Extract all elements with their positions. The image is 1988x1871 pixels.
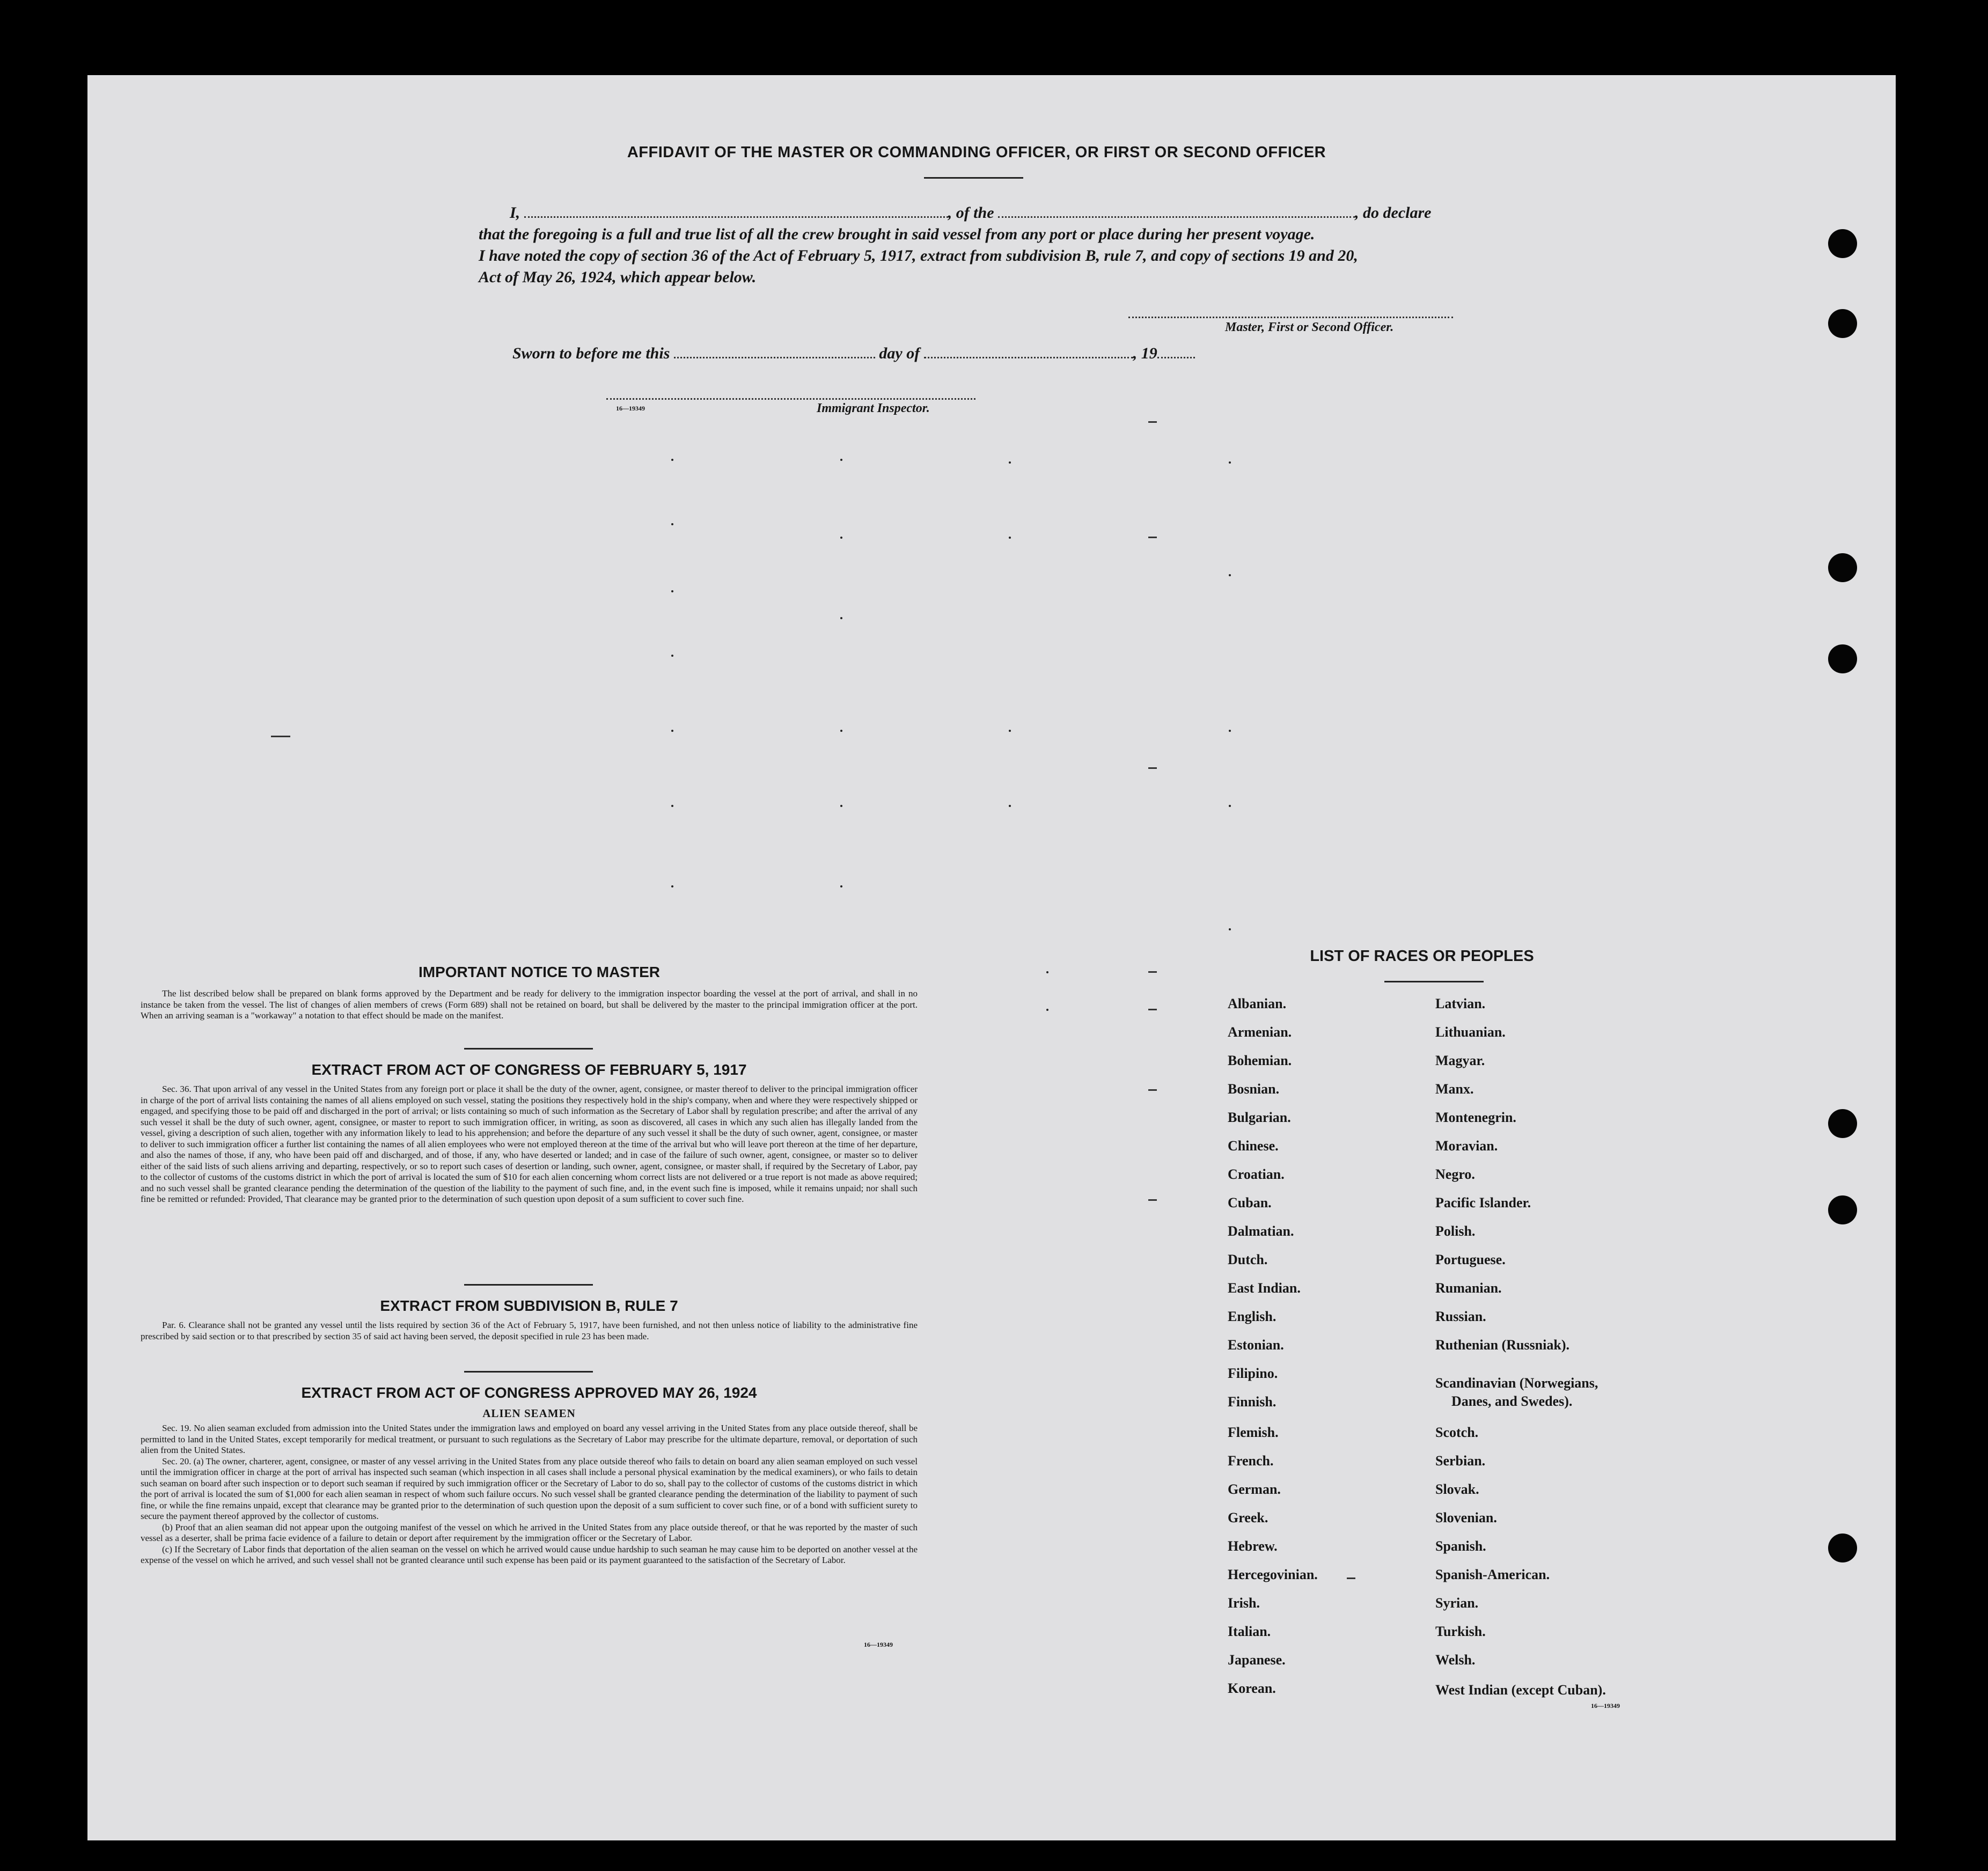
race-item: Rumanian. (1435, 1280, 1502, 1296)
bleed-through-mark (1046, 971, 1048, 973)
punch-hole (1828, 229, 1857, 258)
bleed-through-mark (671, 885, 673, 887)
sworn-year-field[interactable] (1157, 357, 1195, 358)
race-item: Slovenian. (1435, 1510, 1497, 1525)
section-divider (464, 1371, 593, 1373)
affidavit-form-number: 16—19349 (616, 405, 645, 412)
race-item: Spanish-American. (1435, 1567, 1550, 1582)
race-item: German. (1228, 1481, 1281, 1497)
race-item: Turkish. (1435, 1624, 1486, 1639)
day-of-label: day of (879, 344, 920, 362)
rule7-text: Par. 6. Clearance shall not be granted any vessel until the lists required by section 36 of the Act of February 5, 1917, have been furnished, and not then unless notice of liability to the administrative fine prescribed by said section or to that prescribed by section 35 of said act having been served, the deposit specified in rule 23 has been made. (141, 1320, 918, 1341)
notice-title: IMPORTANT NOTICE TO MASTER (418, 964, 661, 980)
bleed-through-mark (1148, 537, 1157, 538)
bleed-through-mark (671, 523, 673, 525)
affidavit-title: AFFIDAVIT OF THE MASTER OR COMMANDING OFFICER, OR FIRST OR SECOND OFFICER (627, 144, 1326, 161)
bleed-through-mark (840, 459, 842, 461)
race-item: French. (1228, 1453, 1274, 1469)
races-form-number: 16—19349 (1591, 1702, 1620, 1709)
bleed-through-mark (271, 736, 290, 737)
extract-1917-title: EXTRACT FROM ACT OF CONGRESS OF FEBRUARY 5, 1917 (311, 1061, 747, 1078)
bleed-through-mark (671, 805, 673, 807)
inspector-signature-line[interactable] (606, 398, 975, 400)
race-item: Slovak. (1435, 1481, 1479, 1497)
sworn-line (512, 344, 1195, 363)
race-item: Portuguese. (1435, 1252, 1506, 1267)
alien-seamen-subtitle: ALIEN SEAMEN (482, 1407, 576, 1420)
races-divider (1384, 981, 1484, 982)
race-item: Italian. (1228, 1624, 1271, 1639)
vessel-name-field[interactable] (998, 216, 1355, 218)
bleed-through-mark (1148, 1089, 1157, 1091)
master-signature-line[interactable] (1128, 317, 1453, 318)
bleed-through-mark (671, 730, 673, 732)
race-item: Irish. (1228, 1595, 1260, 1611)
race-item: Moravian. (1435, 1138, 1498, 1154)
bleed-through-mark (1009, 537, 1011, 539)
race-item: Estonian. (1228, 1337, 1284, 1353)
master-signature-label: Master, First or Second Officer. (1225, 320, 1394, 334)
bleed-through-mark (1229, 574, 1231, 576)
bleed-through-mark (840, 805, 842, 807)
bleed-through-mark (840, 537, 842, 539)
notice-text: The list described below shall be prepared on blank forms approved by the Department and be ready for delivery to the immigration inspector boarding the vessel at the port of arrival, and shall in no instance be taken from the vessel. The list of changes of alien members of crews (Form 689) shall not be retained on board, but shall be delivered by the master to the principal immigration officer at the port. When an arriving seaman is a "workaway" a notation to that effect should be made on the manifest. (141, 988, 918, 1021)
race-item: Bohemian. (1228, 1053, 1292, 1068)
race-item: Scotch. (1435, 1425, 1479, 1440)
race-item: Danes, and Swedes). (1451, 1393, 1573, 1409)
race-item: Latvian. (1435, 996, 1486, 1011)
race-item: Dutch. (1228, 1252, 1268, 1267)
document-page (87, 75, 1896, 1840)
race-item: East Indian. (1228, 1280, 1301, 1296)
rule7-title: EXTRACT FROM SUBDIVISION B, RULE 7 (380, 1297, 678, 1314)
affidavit-i: I, (510, 204, 520, 222)
race-item: Armenian. (1228, 1024, 1292, 1040)
race-item: English. (1228, 1309, 1277, 1324)
extract-1917-text: Sec. 36. That upon arrival of any vessel in the United States from any foreign port or place it shall be the duty of the owner, agent, consignee, or master thereof to deliver to the principal immigration officer in charge of the port of arrival lists containing the names of all aliens employed on such vessel, stating the positions they respectively hold in the ship's company, when and where they were respectively shipped or engaged, and specifying those to be paid off and discharged in the port of arrival; or lists containing so much of such information as the Secretary of Labor shall by regulation prescribe; and after the arrival of any such vessel it shall be the duty of such owner, agent, consignee, or master to report to such immigration officer, in writing, as soon as discovered, all cases in which any such alien has illegally landed from the vessel, giving a description of such alien, together with any information likely to lead to his apprehension; and before the departure of any such vessel it shall be the duty of such owner, agent, consignee, or master to deliver to such immigration officer a further list containing the names of all alien employees who were not employed thereon at the time of the arrival but who will leave port thereon at the time of her departure, and also the names of those, if any, who have been paid off and discharged, and of those, if any, who have deserted or landed; and in case of the failure of such owner, agent, consignee, or master so to deliver either of the said lists of such aliens arriving and departing, respectively, or so to report such cases of desertion or landing, such owner, agent, consignee, or master shall, if required by the Secretary of Labor, pay to the collector of customs of the customs district in which the port of arrival is located the sum of $10 for each alien concerning whom correct lists are not delivered or a true report is not made as above required; and no such vessel shall be granted clearance pending the determination of the question of the liability to the payment of such fine, and, in the event such fine is imposed, while it remains unpaid; nor shall such fine be remitted or refunded: Provided, That clearance may be granted prior to the determination of such question upon deposit of a sum sufficient to cover such fine. (141, 1084, 918, 1204)
sec-20c-text: (c) If the Secretary of Labor finds that deportation of the alien seaman on the vessel on which he arrived would cause undue hardship to such seaman he may cause him to be deported on another vessel at the expense of the vessel on which he arrived, and such vessel shall not be granted clearance until such expense has been paid or its payment guaranteed to the satisfaction of the Secretary of Labor. (141, 1544, 918, 1565)
race-item: Bulgarian. (1228, 1110, 1291, 1125)
punch-hole (1828, 553, 1857, 582)
affidavit-of-the: , of the (948, 204, 994, 222)
punch-hole (1828, 644, 1857, 673)
sec-19-text: Sec. 19. No alien seaman excluded from admission into the United States under the immigration laws and employed on board any vessel arriving in the United States from any place outside thereof, shall be permitted to land in the United States, except temporarily for medical treatment, or pursuant to such regulations as the Secretary of Labor may prescribe for the ultimate departure, removal, or deportation of such alien from the United States. (141, 1423, 918, 1455)
race-item: Magyar. (1435, 1053, 1485, 1068)
bleed-through-mark (1009, 805, 1011, 807)
races-title: LIST OF RACES OR PEOPLES (1310, 948, 1534, 965)
race-item: Bosnian. (1228, 1081, 1280, 1097)
race-item: Montenegrin. (1435, 1110, 1516, 1125)
bleed-through-mark (671, 590, 673, 592)
bleed-through-mark (1229, 730, 1231, 732)
race-item: Manx. (1435, 1081, 1474, 1097)
sworn-label: Sworn to before me this (512, 344, 670, 362)
bleed-through-mark (1148, 421, 1157, 423)
bleed-through-mark (840, 885, 842, 887)
punch-hole (1828, 1534, 1857, 1562)
race-item: Spanish. (1435, 1538, 1486, 1554)
race-item: Welsh. (1435, 1652, 1476, 1668)
race-item: Serbian. (1435, 1453, 1486, 1469)
bleed-through-mark (1009, 461, 1011, 464)
affidavit-line-1 (510, 204, 1431, 222)
race-item: Russian. (1435, 1309, 1486, 1324)
bleed-through-mark (671, 459, 673, 461)
sec-20b-text: (b) Proof that an alien seaman did not appear upon the outgoing manifest of the vessel on which he arrived in the United States from any place outside thereof, or that he was reported by the master of such vessel as a deserter, shall be prima facie evidence of a failure to detain or deport after requirement by the immigration officer or the Secretary of Labor. (141, 1522, 918, 1543)
extract-1924-title: EXTRACT FROM ACT OF CONGRESS APPROVED MAY 26, 1924 (301, 1384, 757, 1401)
section-divider (464, 1284, 593, 1286)
bleed-through-mark (840, 617, 842, 619)
race-item: Ruthenian (Russniak). (1435, 1337, 1569, 1353)
race-item: Hercegovinian. (1228, 1567, 1318, 1582)
bleed-through-mark (1347, 1577, 1355, 1579)
inspector-label: Immigrant Inspector. (817, 401, 930, 415)
race-item: Hebrew. (1228, 1538, 1278, 1554)
race-item: Scandinavian (Norwegians, (1435, 1375, 1598, 1391)
race-item: Korean. (1228, 1681, 1276, 1696)
punch-hole (1828, 1109, 1857, 1138)
bleed-through-mark (1046, 1009, 1048, 1011)
extract-form-number: 16—19349 (864, 1641, 893, 1648)
bleed-through-mark (1229, 928, 1231, 930)
bleed-through-mark (1148, 767, 1157, 769)
year-label: , 19 (1133, 344, 1157, 362)
race-item: West Indian (except Cuban). (1435, 1682, 1606, 1698)
bleed-through-mark (1148, 1199, 1157, 1201)
race-item: Dalmatian. (1228, 1223, 1294, 1239)
affidavit-line-3: I have noted the copy of section 36 of the Act of February 5, 1917, extract from subdivision B, rule 7, and copy of sections 19 and 20, (479, 247, 1358, 265)
race-item: Lithuanian. (1435, 1024, 1506, 1040)
officer-name-field[interactable] (524, 216, 948, 218)
bleed-through-mark (671, 655, 673, 657)
extract-1924-body (141, 1423, 918, 1566)
bleed-through-mark (1229, 805, 1231, 807)
sec-20a-text: Sec. 20. (a) The owner, charterer, agent, consignee, or master of any vessel arriving in the United States from any place outside thereof who fails to detain on board any alien seaman employed on such vessel until the immigration officer in charge at the port of arrival has inspected such seaman (which inspection in all cases shall include a personal physical examination by the medical examiners), or who fails to detain such seaman on board after such inspection or to deport such seaman if required by such immigration officer or the Secretary of Labor to do so, shall pay to the collector of customs of the customs district in which the port of arrival is located the sum of $1,000 for each alien seaman in respect of whom such failure occurs. No such vessel shall be granted clearance pending the determination of the liability to payment of such fine, or while the fine remains unpaid, except that clearance may be granted prior to the determination of such question upon the deposit of a sum sufficient to cover such fine, or of a bond with sufficient surety to secure the payment thereof approved by the collector of customs. (141, 1456, 918, 1521)
sworn-month-field[interactable] (924, 357, 1133, 358)
race-item: Polish. (1435, 1223, 1476, 1239)
title-divider (924, 177, 1023, 179)
race-item: Greek. (1228, 1510, 1268, 1525)
race-item: Croatian. (1228, 1166, 1285, 1182)
race-item: Chinese. (1228, 1138, 1279, 1154)
bleed-through-mark (1148, 1009, 1157, 1010)
punch-hole (1828, 1195, 1857, 1224)
sworn-day-field[interactable] (674, 357, 875, 358)
race-item: Finnish. (1228, 1394, 1277, 1410)
race-item: Pacific Islander. (1435, 1195, 1531, 1210)
race-item: Filipino. (1228, 1366, 1278, 1381)
bleed-through-mark (1229, 461, 1231, 464)
race-item: Negro. (1435, 1166, 1475, 1182)
race-item: Cuban. (1228, 1195, 1272, 1210)
affidavit-line-4: Act of May 26, 1924, which appear below. (479, 268, 757, 286)
bleed-through-mark (840, 730, 842, 732)
bleed-through-mark (1148, 971, 1157, 973)
race-item: Albanian. (1228, 996, 1287, 1011)
punch-hole (1828, 309, 1857, 338)
bleed-through-mark (1009, 730, 1011, 732)
race-item: Flemish. (1228, 1425, 1279, 1440)
section-divider (464, 1048, 593, 1050)
affidavit-do-declare: , do declare (1355, 204, 1432, 222)
affidavit-line-2: that the foregoing is a full and true list of all the crew brought in said vessel from any port or place during her present voyage. (479, 225, 1315, 243)
race-item: Japanese. (1228, 1652, 1286, 1668)
race-item: Syrian. (1435, 1595, 1479, 1611)
